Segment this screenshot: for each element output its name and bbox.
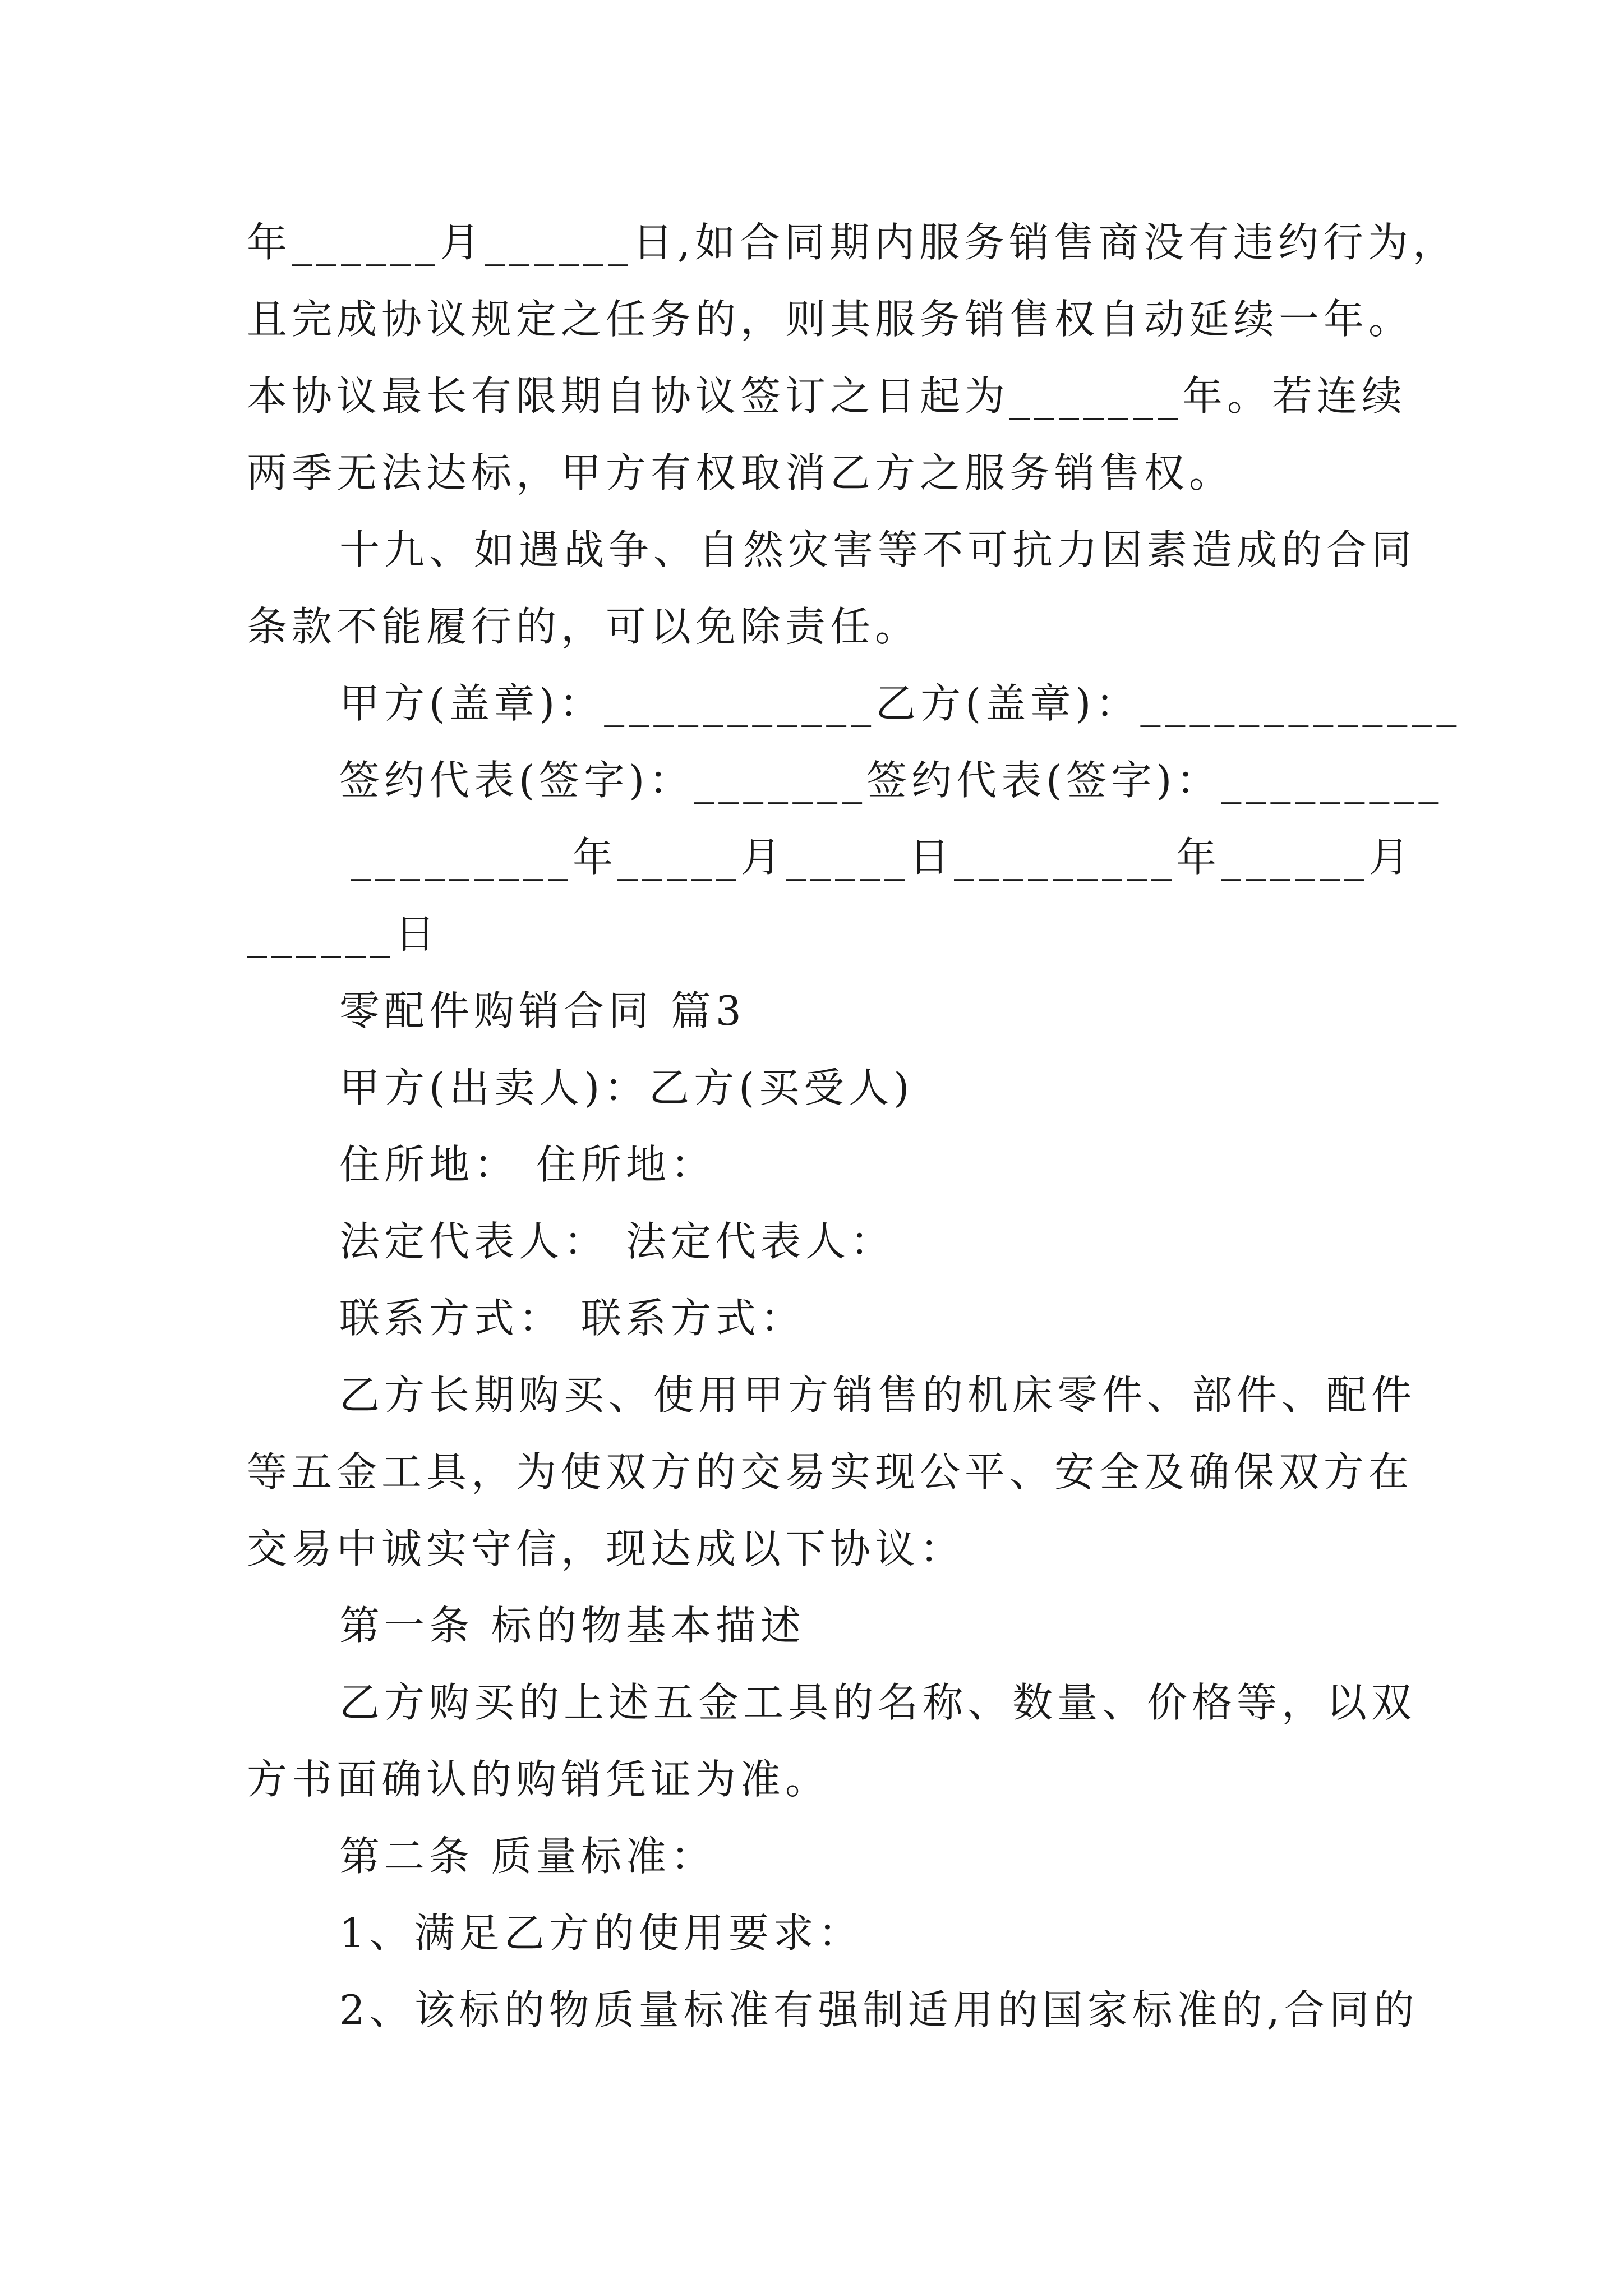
text-line-7: 甲方(盖章)：___________乙方(盖章)：_____________: [339, 680, 1461, 727]
text-line-22: 第二条 质量标准：: [339, 1833, 716, 1880]
text-line-10: ______日: [247, 910, 440, 958]
text-line-13: 住所地： 住所地：: [339, 1141, 716, 1188]
text-line-23: 1、满足乙方的使用要求：: [339, 1910, 863, 1957]
text-line-19: 第一条 标的物基本描述: [339, 1602, 805, 1649]
text-line-2: 且完成协议规定之任务的，则其服务销售权自动延续一年。: [247, 296, 1414, 343]
text-line-18: 交易中诚实守信，现达成以下协议：: [247, 1525, 965, 1572]
text-line-24: 2、该标的物质量标准有强制适用的国家标准的,合同的: [339, 1986, 1419, 2033]
text-line-12: 甲方(出卖人)：乙方(买受人): [339, 1064, 914, 1111]
text-line-21: 方书面确认的购销凭证为准。: [247, 1756, 831, 1803]
text-line-3: 本协议最长有限期自协议签订之日起为_______年。若连续: [247, 372, 1407, 420]
text-line-1: 年______月______日,如合同期内服务销售商没有违约行为，: [247, 219, 1458, 266]
section-heading: 零配件购销合同 篇3: [339, 987, 746, 1034]
text-line-8: 签约代表(签字)：_______签约代表(签字)：_________: [339, 757, 1444, 804]
text-line-16: 乙方长期购买、使用甲方销售的机床零件、部件、配件: [339, 1372, 1417, 1419]
text-line-15: 联系方式： 联系方式：: [339, 1295, 805, 1342]
text-line-17: 等五金工具，为使双方的交易实现公平、安全及确保双方在: [247, 1448, 1414, 1496]
text-line-20: 乙方购买的上述五金工具的名称、数量、价格等，以双: [339, 1679, 1417, 1726]
text-line-14: 法定代表人： 法定代表人：: [339, 1218, 895, 1265]
text-line-4: 两季无法达标，甲方有权取消乙方之服务销售权。: [247, 449, 1234, 496]
text-line-5: 十九、如遇战争、自然灾害等不可抗力因素造成的合同: [339, 526, 1417, 573]
text-line-9: _________年_____月_____日_________年______月: [351, 834, 1414, 881]
text-line-6: 条款不能履行的，可以免除责任。: [247, 603, 920, 650]
